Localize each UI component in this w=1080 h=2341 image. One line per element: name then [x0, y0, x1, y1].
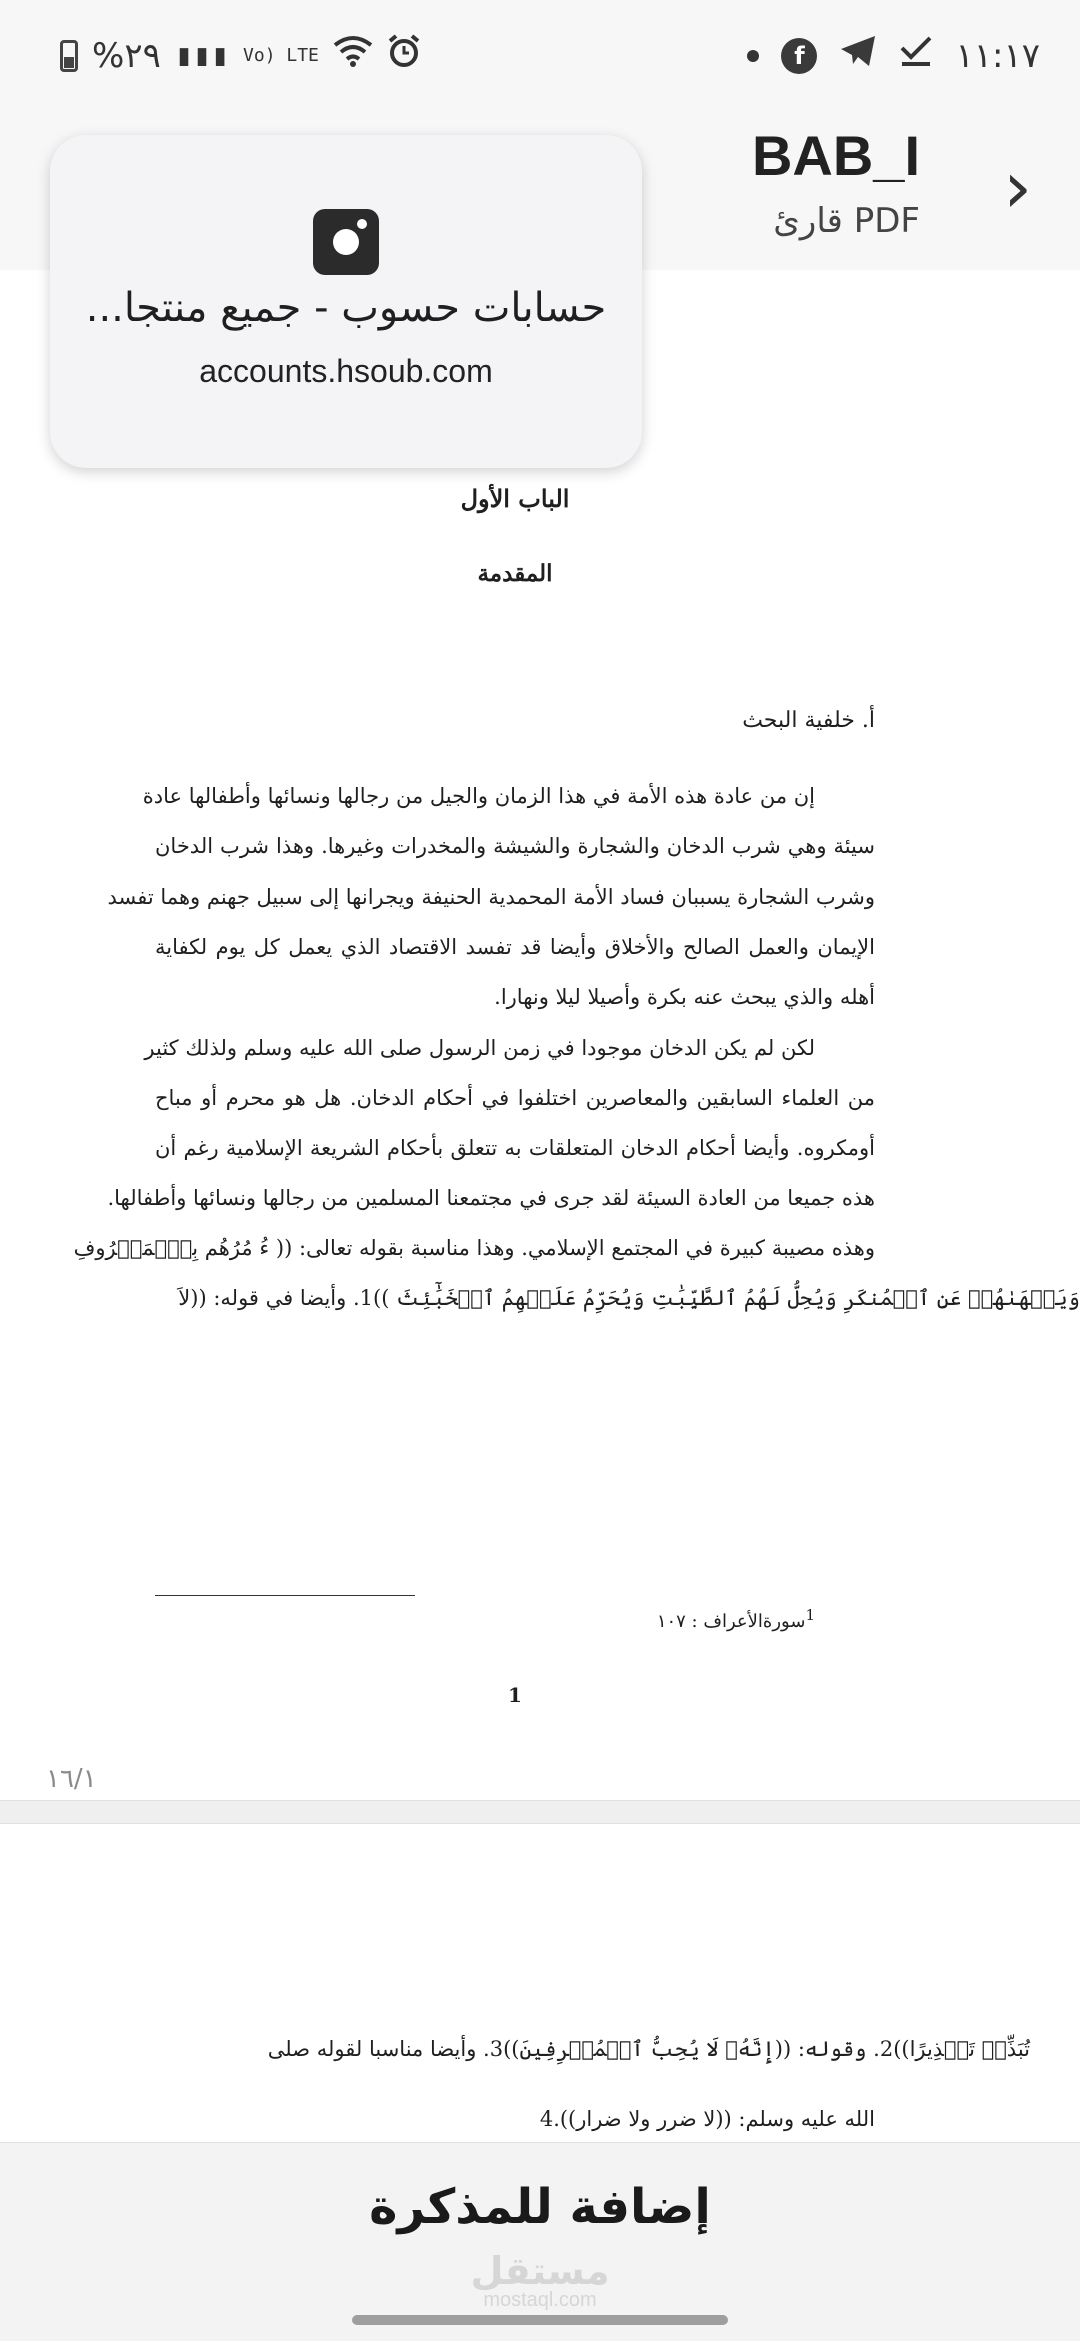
telegram-icon — [839, 34, 877, 77]
paragraph-line: هذه جميعا من العادة السيئة لقد جرى في مجتمعنا المسلمين من رجالها ونسائها وأطفالها. — [107, 1186, 875, 1210]
paragraph-line: أومكروه. وأيضا أحكام الدخان المتعلقات به تتعلق بأحكام الشريعة الإسلامية رغم أن — [155, 1136, 875, 1160]
footnote-divider — [155, 1595, 415, 1596]
paragraph-line: لكن لم يكن الدخان موجودا في زمن الرسول صلى الله عليه وسلم ولذلك كثير — [144, 1036, 815, 1060]
site-logo-icon — [313, 209, 379, 275]
section-heading: أ. خلفية البحث — [742, 708, 875, 733]
home-indicator[interactable] — [352, 2315, 728, 2325]
pdf-page-1 — [0, 270, 1080, 1800]
signal-icon: ▮▮▮ — [174, 38, 230, 73]
chapter-subtitle: المقدمة — [477, 560, 553, 587]
paragraph-line: أهله والذي يبحث عنه بكرة وأصيلا ليلا ونهارا. — [494, 985, 875, 1009]
paragraph-line: إن من عادة هذه الأمة في هذا الزمان والجيل من رجالها ونسائها وأطفالها عادة — [142, 784, 815, 808]
popup-url: accounts.hsoub.com — [199, 353, 493, 389]
footnote — [657, 1606, 815, 1632]
status-right — [747, 34, 1040, 77]
watermark — [0, 2249, 1080, 2312]
watermark-arabic: مستقل — [470, 2249, 610, 2293]
status-left — [60, 34, 421, 77]
paragraph-line: الإيمان والعمل الصالح والأخلاق وأيضا قد تفسد الاقتصاد الذي يعمل كل يوم لكفاية — [155, 935, 875, 959]
bottom-bar — [0, 2142, 1080, 2341]
paragraph-line: تُبَذِّرۡ تَبۡذِيرًا))2. وقوله: ((إِنَّهُۥ لَا يُحِبُّ ٱلۡمُسۡرِفِينَ))3. وأيضا مناسبا لقوله صلى — [267, 2037, 1030, 2061]
volte-icon: Vo) LTE — [243, 44, 319, 66]
check-icon — [899, 34, 933, 77]
clock-time: ١١:١٧ — [955, 35, 1040, 76]
paragraph-line: وَيَنۡهَىٰهُمۡ عَنِ ٱلۡمُنكَرِ وَيُحِلُّ لَهُمُ ٱلطَّيِّبَٰتِ وَيُحَرِّمُ عَلَيۡهِمُ ٱلۡخَبَٰٓئِثَ ))1. وأيضا في قوله: ((لاَ — [178, 1286, 1080, 1310]
chevron-right-icon[interactable]: › — [1003, 145, 1032, 229]
paragraph-line: من العلماء السابقين والمعاصرين اختلفوا في أحكام الدخان. هل هو محرم أو مباح — [155, 1086, 875, 1110]
notification-dot-icon — [747, 50, 759, 62]
page-indicator: ١٦/١ — [46, 1764, 97, 1794]
status-bar — [0, 0, 1080, 115]
footnote-text: سورةالأعراف : ١٠٧ — [656, 1611, 806, 1632]
document-title: BAB_I — [751, 124, 920, 187]
page-number: 1 — [508, 1683, 522, 1707]
footnote-marker: 1 — [805, 1606, 815, 1624]
battery-icon — [60, 40, 78, 72]
alarm-icon — [387, 34, 421, 77]
paragraph-line: الله عليه وسلم: ((لا ضرر ولا ضرار)).4 — [539, 2107, 875, 2131]
chapter-title: الباب الأول — [460, 484, 570, 513]
facebook-icon: f — [781, 38, 817, 74]
paragraph-line: وشرب الشجارة يسببان فساد الأمة المحمدية الحنيفة ويجرانها إلى سبيل جهنم وهما تفسد — [107, 885, 875, 909]
app-subtitle: قارئ PDF — [773, 201, 920, 241]
battery-percent: %٢٩ — [92, 35, 161, 76]
page-separator — [0, 1800, 1080, 1824]
watermark-url: mostaql.com — [483, 2289, 597, 2311]
popup-title: حسابات حسوب - جميع منتجا... — [85, 285, 607, 331]
paragraph-line: وهذه مصيبة كبيرة في المجتمع الإسلامي. وهذا مناسبة بقوله تعالى: (( ءُ مُرُهُم بِٱلۡمَعۡرُوفِ — [73, 1236, 875, 1260]
add-to-notes-button[interactable]: إضافة للمذكرة — [369, 2179, 711, 2235]
paragraph-line: سيئة وهي شرب الدخان والشجارة والشيشة والمخدرات وغيرها. وهذا شرب الدخان — [155, 834, 875, 858]
wifi-icon — [333, 35, 373, 76]
link-preview-popup[interactable] — [50, 135, 642, 468]
